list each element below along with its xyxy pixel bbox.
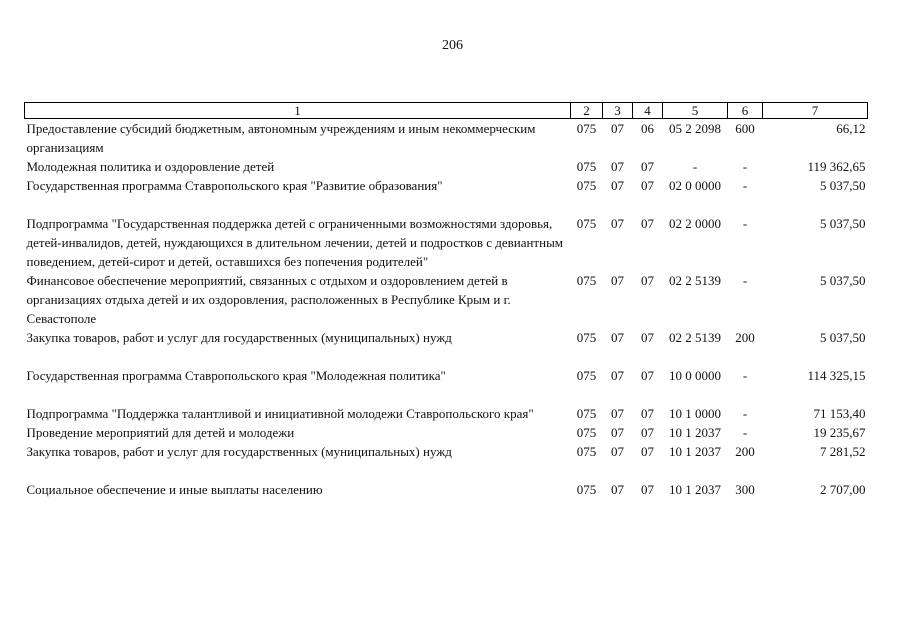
header-cell: 2: [571, 103, 603, 119]
row-subsection: 07: [641, 330, 654, 345]
row-type: 200: [735, 444, 755, 459]
table-row: [25, 366, 868, 404]
row-subsection: 07: [641, 425, 654, 440]
row-name: Подпрограмма "Поддержка талантливой и инициативной молодежи Ставропольского края": [26, 406, 534, 421]
row-amount: 71 153,40: [813, 406, 866, 421]
row-subsection: 07: [641, 368, 654, 383]
row-code: 075: [576, 482, 597, 497]
row-subsection: 06: [641, 121, 654, 136]
row-type: 600: [735, 121, 755, 136]
row-type: 200: [735, 330, 755, 345]
row-amount: 5 037,50: [820, 330, 866, 345]
table-row: [25, 157, 868, 176]
row-subsection: 07: [641, 273, 654, 288]
table-row: [25, 271, 868, 328]
row-name: Социальное обеспечение и иные выплаты населению: [26, 482, 323, 497]
table-row: [25, 214, 868, 271]
row-amount: 7 281,52: [820, 444, 866, 459]
row-amount: 5 037,50: [820, 216, 866, 231]
header-cell: 4: [633, 103, 663, 119]
row-name: Подпрограмма "Государственная поддержка детей с ограниченными возможностями здоровья, детей-инвалидов, детей, нуждающихся в длительном лечении, детей и подростков с девиантным поведением, детей-сирот и детей, оставшихся без попечения родителей": [26, 216, 564, 269]
row-type: -: [742, 425, 748, 440]
table-row: [25, 423, 868, 442]
row-amount: 2 707,00: [820, 482, 866, 497]
row-code: 075: [576, 368, 597, 383]
page-number: 206: [442, 38, 463, 53]
row-target: 02 2 5139: [669, 330, 721, 345]
row-type: -: [742, 406, 748, 421]
row-amount: 19 235,67: [813, 425, 866, 440]
row-name: Государственная программа Ставропольского края "Молодежная политика": [26, 368, 446, 383]
row-section: 07: [611, 406, 624, 421]
row-section: 07: [611, 368, 624, 383]
row-target: 10 1 0000: [669, 406, 721, 421]
budget-table: [24, 102, 868, 499]
row-section: 07: [611, 159, 624, 174]
row-name: Государственная программа Ставропольского края "Развитие образования": [26, 178, 443, 193]
table-row: [25, 176, 868, 214]
row-code: 075: [576, 425, 597, 440]
row-code: 075: [576, 273, 597, 288]
row-amount: 114 325,15: [807, 368, 866, 383]
row-type: -: [742, 368, 748, 383]
row-subsection: 07: [641, 406, 654, 421]
row-name: Молодежная политика и оздоровление детей: [26, 159, 275, 174]
table-row: [25, 442, 868, 480]
row-name: Предоставление субсидий бюджетным, автономным учреждениям и иным некоммерческим организациям: [26, 121, 536, 155]
row-type: -: [742, 159, 748, 174]
row-target: 10 1 2037: [669, 425, 721, 440]
row-type: -: [742, 178, 748, 193]
row-target: 10 0 0000: [669, 368, 721, 383]
row-target: 02 2 5139: [669, 273, 721, 288]
row-section: 07: [611, 330, 624, 345]
row-target: 10 1 2037: [669, 482, 721, 497]
row-amount: 119 362,65: [807, 159, 866, 174]
row-section: 07: [611, 425, 624, 440]
row-target: 02 0 0000: [669, 178, 721, 193]
row-code: 075: [576, 178, 597, 193]
table-row: [25, 119, 868, 158]
row-name: Финансовое обеспечение мероприятий, связанных с отдыхом и оздоровлением детей в организациях отдыха детей и их оздоровления, расположенных в Республике Крым и г. Севастополе: [26, 273, 511, 326]
table-row: [25, 404, 868, 423]
row-name: Закупка товаров, работ и услуг для государственных (муниципальных) нужд: [26, 330, 452, 345]
row-subsection: 07: [641, 216, 654, 231]
row-code: 075: [576, 406, 597, 421]
header-cell: 1: [25, 103, 571, 119]
row-section: 07: [611, 121, 624, 136]
row-target: 10 1 2037: [669, 444, 721, 459]
row-section: 07: [611, 482, 624, 497]
row-subsection: 07: [641, 444, 654, 459]
row-amount: 5 037,50: [820, 178, 866, 193]
row-name: Закупка товаров, работ и услуг для государственных (муниципальных) нужд: [26, 444, 452, 459]
row-name: Проведение мероприятий для детей и молодежи: [26, 425, 295, 440]
header-row: [25, 103, 868, 119]
row-subsection: 07: [641, 159, 654, 174]
row-code: 075: [576, 216, 597, 231]
row-target: -: [692, 159, 698, 174]
table-row: [25, 328, 868, 366]
row-type: -: [742, 216, 748, 231]
row-code: 075: [576, 159, 597, 174]
row-amount: 5 037,50: [820, 273, 866, 288]
header-cell: 6: [728, 103, 763, 119]
row-subsection: 07: [641, 178, 654, 193]
header-cell: 3: [603, 103, 633, 119]
row-target: 02 2 0000: [669, 216, 721, 231]
row-type: 300: [735, 482, 755, 497]
row-section: 07: [611, 216, 624, 231]
header-cell: 5: [663, 103, 728, 119]
row-subsection: 07: [641, 482, 654, 497]
table-row: [25, 480, 868, 499]
row-target: 05 2 2098: [669, 121, 721, 136]
row-section: 07: [611, 444, 624, 459]
header-cell: 7: [763, 103, 868, 119]
row-type: -: [742, 273, 748, 288]
row-section: 07: [611, 273, 624, 288]
row-code: 075: [576, 330, 597, 345]
row-section: 07: [611, 178, 624, 193]
row-code: 075: [576, 444, 597, 459]
row-code: 075: [576, 121, 597, 136]
row-amount: 66,12: [836, 121, 866, 136]
